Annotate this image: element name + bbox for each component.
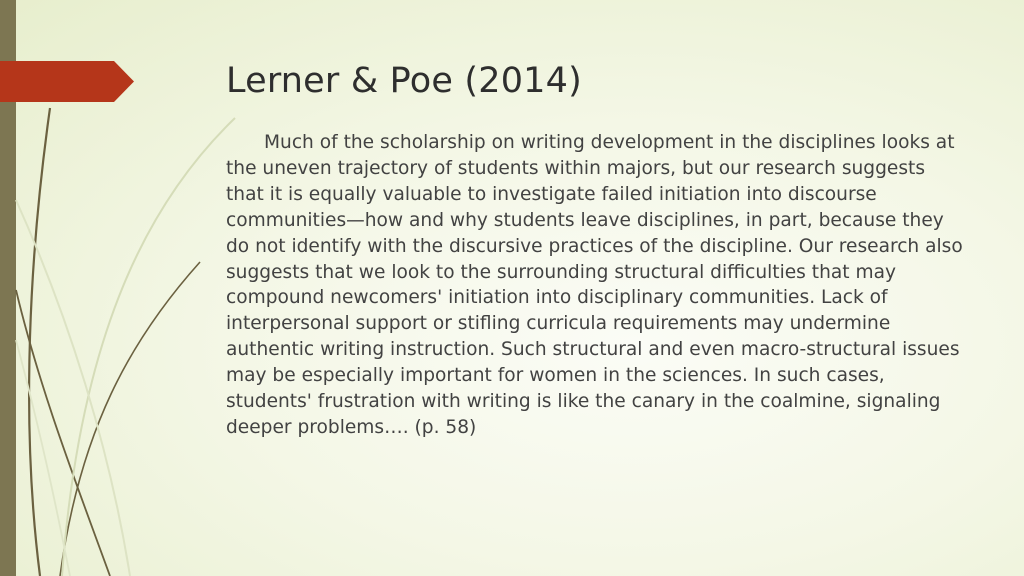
quote-paragraph: Much of the scholarship on writing development in the disciplines looks at the uneven trajectory of students within majors, but our research suggests that it is equally valuable to investigate failed initiation into discourse communities—how and why students leave disciplines, in part, because they do not identify with the discursive practices of the discipline. Our research also suggests that we look to the surrounding structural difficulties that may compound newcomers' initiation into disciplinary communities. Lack of interpersonal support or stifling curricula requirements may undermine authentic writing instruction. Such structural and even macro-structural issues may be especially important for women in the sciences. In such cases, students' frustration with writing is like the canary in the coalmine, signaling deeper problems…. (p. 58) (226, 132, 963, 438)
accent-arrow-tab (0, 61, 134, 102)
slide-title: Lerner & Poe (2014) (226, 61, 582, 101)
